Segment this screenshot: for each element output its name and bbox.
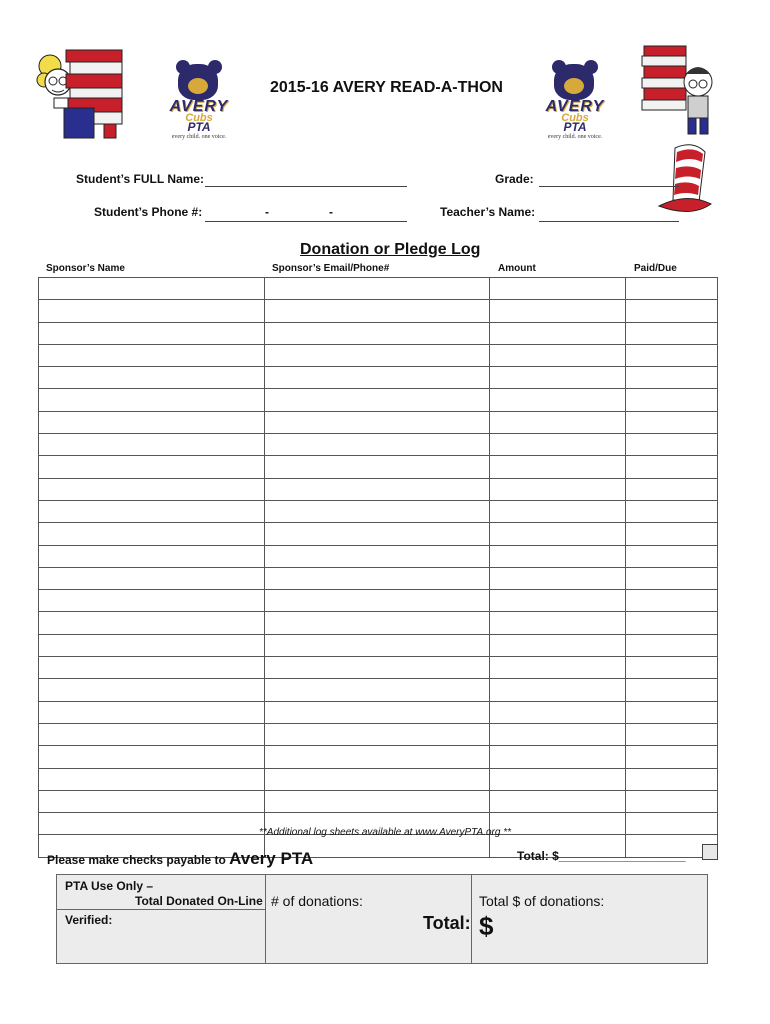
sponsor-name-cell[interactable] [39, 768, 265, 790]
sponsor-name-cell[interactable] [39, 500, 265, 522]
amount-cell[interactable] [490, 523, 626, 545]
paid-due-cell[interactable] [626, 434, 718, 456]
column-header-sponsor-name: Sponsor’s Name [46, 263, 125, 274]
sponsor-name-cell[interactable] [39, 634, 265, 656]
table-row [39, 790, 718, 812]
pta-total-label: Total: [423, 913, 471, 933]
sponsor-name-cell[interactable] [39, 411, 265, 433]
table-row [39, 500, 718, 522]
paid-due-cell[interactable] [626, 567, 718, 589]
amount-cell[interactable] [490, 567, 626, 589]
paid-due-cell[interactable] [626, 723, 718, 745]
donated-online-label: Total Donated On-Line [135, 894, 263, 908]
sponsor-contact-cell[interactable] [264, 322, 490, 344]
kid-with-books-illustration [640, 42, 720, 140]
sponsor-contact-cell[interactable] [264, 500, 490, 522]
sponsor-contact-cell[interactable] [264, 344, 490, 366]
sponsor-contact-cell[interactable] [264, 389, 490, 411]
sponsor-name-cell[interactable] [39, 523, 265, 545]
table-row [39, 634, 718, 656]
sponsor-name-cell[interactable] [39, 567, 265, 589]
amount-cell[interactable] [490, 612, 626, 634]
sponsor-contact-cell[interactable] [264, 746, 490, 768]
amount-cell[interactable] [490, 344, 626, 366]
table-row [39, 411, 718, 433]
paid-due-cell[interactable] [626, 367, 718, 389]
sponsor-contact-cell[interactable] [264, 411, 490, 433]
amount-cell[interactable] [490, 634, 626, 656]
pta-use-only-box [56, 874, 708, 964]
sponsor-name-cell[interactable] [39, 545, 265, 567]
additional-sheets-note: **Additional log sheets available at www.AveryPTA.org ** [259, 827, 511, 838]
column-header-sponsor-contact: Sponsor’s Email/Phone# [272, 263, 390, 274]
page-title: 2015-16 AVERY READ-A-THON [270, 79, 503, 96]
table-row [39, 434, 718, 456]
amount-cell[interactable] [490, 434, 626, 456]
sponsor-name-cell[interactable] [39, 657, 265, 679]
amount-cell[interactable] [490, 478, 626, 500]
log-title: Donation or Pledge Log [300, 241, 481, 258]
sponsor-name-cell[interactable] [39, 478, 265, 500]
table-row [39, 657, 718, 679]
paid-due-cell[interactable] [626, 746, 718, 768]
table-row [39, 768, 718, 790]
sponsor-name-cell[interactable] [39, 701, 265, 723]
sponsor-contact-cell[interactable] [264, 657, 490, 679]
table-row [39, 523, 718, 545]
paid-due-cell[interactable] [626, 545, 718, 567]
paid-due-cell[interactable] [626, 634, 718, 656]
paid-due-cell[interactable] [626, 590, 718, 612]
paid-due-cell[interactable] [626, 411, 718, 433]
paid-due-cell[interactable] [626, 768, 718, 790]
table-row [39, 679, 718, 701]
amount-cell[interactable] [490, 411, 626, 433]
amount-cell[interactable] [490, 701, 626, 723]
sponsor-name-cell[interactable] [39, 434, 265, 456]
paid-due-cell[interactable] [626, 612, 718, 634]
student-phone-label: Student’s Phone #: [94, 205, 203, 219]
sponsor-contact-cell[interactable] [264, 278, 490, 300]
paid-due-cell[interactable] [626, 278, 718, 300]
table-row [39, 746, 718, 768]
sponsor-name-cell[interactable] [39, 679, 265, 701]
table-row [39, 612, 718, 634]
sponsor-contact-cell[interactable] [264, 478, 490, 500]
sponsor-contact-cell[interactable] [264, 456, 490, 478]
sponsor-contact-cell[interactable] [264, 300, 490, 322]
table-row [39, 478, 718, 500]
table-row [39, 278, 718, 300]
table-row [39, 545, 718, 567]
sponsor-name-cell[interactable] [39, 389, 265, 411]
amount-cell[interactable] [490, 723, 626, 745]
avery-cubs-pta-logo: AVERY Cubs PTA every child. one voice. [164, 58, 234, 138]
sponsor-contact-cell[interactable] [264, 367, 490, 389]
amount-cell[interactable] [490, 456, 626, 478]
paid-due-cell[interactable] [626, 456, 718, 478]
sponsor-name-cell[interactable] [39, 456, 265, 478]
verified-label: Verified: [65, 913, 113, 927]
student-phone-field[interactable] [205, 221, 407, 222]
amount-cell[interactable] [490, 322, 626, 344]
striped-hat-illustration [655, 142, 715, 222]
sponsor-contact-cell[interactable] [264, 567, 490, 589]
paid-due-cell[interactable] [626, 701, 718, 723]
sponsor-contact-cell[interactable] [264, 790, 490, 812]
sponsor-name-cell[interactable] [39, 590, 265, 612]
avery-cubs-pta-logo: AVERY Cubs PTA every child. one voice. [540, 58, 610, 138]
pta-use-only-label: PTA Use Only – [65, 879, 154, 893]
sponsor-contact-cell[interactable] [264, 590, 490, 612]
paid-due-cell[interactable] [626, 500, 718, 522]
sponsor-name-cell[interactable] [39, 612, 265, 634]
sponsor-name-cell[interactable] [39, 790, 265, 812]
table-row [39, 701, 718, 723]
sponsor-contact-cell[interactable] [264, 545, 490, 567]
teacher-name-field[interactable] [539, 221, 679, 222]
paid-due-cell[interactable] [626, 322, 718, 344]
paid-due-cell[interactable] [626, 679, 718, 701]
student-name-label: Student’s FULL Name: [76, 172, 205, 186]
column-header-paid-due: Paid/Due [634, 263, 677, 274]
amount-cell[interactable] [490, 590, 626, 612]
total-checkbox[interactable] [702, 844, 718, 860]
pta-total-dollar: $ [479, 911, 494, 941]
amount-cell[interactable] [490, 367, 626, 389]
total-donations-field[interactable]: Total $ of donations: [479, 893, 605, 909]
table-row [39, 389, 718, 411]
girl-reading-illustration [36, 44, 136, 140]
sponsor-name-cell[interactable] [39, 746, 265, 768]
pledge-log-table [38, 277, 718, 858]
amount-cell[interactable] [490, 500, 626, 522]
paid-due-cell[interactable] [626, 389, 718, 411]
grade-label: Grade: [495, 172, 534, 186]
paid-due-cell[interactable] [626, 657, 718, 679]
paid-due-cell[interactable] [626, 478, 718, 500]
table-row [39, 590, 718, 612]
sponsor-name-cell[interactable] [39, 367, 265, 389]
paid-due-cell[interactable] [626, 523, 718, 545]
sponsor-name-cell[interactable] [39, 278, 265, 300]
paid-due-cell[interactable] [626, 790, 718, 812]
teacher-name-label: Teacher’s Name: [440, 205, 536, 219]
table-row [39, 322, 718, 344]
sponsor-contact-cell[interactable] [264, 434, 490, 456]
sponsor-name-cell[interactable] [39, 723, 265, 745]
sponsor-contact-cell[interactable] [264, 701, 490, 723]
amount-cell[interactable] [490, 746, 626, 768]
amount-cell[interactable] [490, 300, 626, 322]
phone-dash: - [329, 205, 333, 219]
paid-due-cell[interactable] [626, 300, 718, 322]
table-row [39, 344, 718, 366]
sponsor-name-cell[interactable] [39, 322, 265, 344]
table-row [39, 567, 718, 589]
phone-dash: - [265, 205, 269, 219]
sponsor-contact-cell[interactable] [264, 768, 490, 790]
sponsor-contact-cell[interactable] [264, 634, 490, 656]
sponsor-contact-cell[interactable] [264, 612, 490, 634]
table-row [39, 300, 718, 322]
checks-payee: Avery PTA [229, 849, 314, 868]
sponsor-name-cell[interactable] [39, 300, 265, 322]
amount-cell[interactable] [490, 768, 626, 790]
sponsor-name-cell[interactable] [39, 344, 265, 366]
sponsor-contact-cell[interactable] [264, 723, 490, 745]
num-donations-field[interactable]: # of donations: [271, 893, 363, 909]
amount-cell[interactable] [490, 389, 626, 411]
amount-cell[interactable] [490, 679, 626, 701]
checks-prefix: Please make checks payable to [47, 853, 226, 867]
checks-payable-text [47, 849, 313, 869]
table-row [39, 367, 718, 389]
table-row [39, 723, 718, 745]
student-name-field[interactable] [205, 186, 407, 187]
total-amount-field[interactable]: Total: $___________________ [517, 849, 686, 863]
sponsor-contact-cell[interactable] [264, 523, 490, 545]
amount-cell[interactable] [490, 545, 626, 567]
grade-field[interactable] [539, 186, 679, 187]
amount-cell[interactable] [490, 790, 626, 812]
sponsor-contact-cell[interactable] [264, 679, 490, 701]
amount-cell[interactable] [490, 657, 626, 679]
amount-cell[interactable] [490, 278, 626, 300]
paid-due-cell[interactable] [626, 344, 718, 366]
column-header-amount: Amount [498, 263, 536, 274]
table-row [39, 456, 718, 478]
